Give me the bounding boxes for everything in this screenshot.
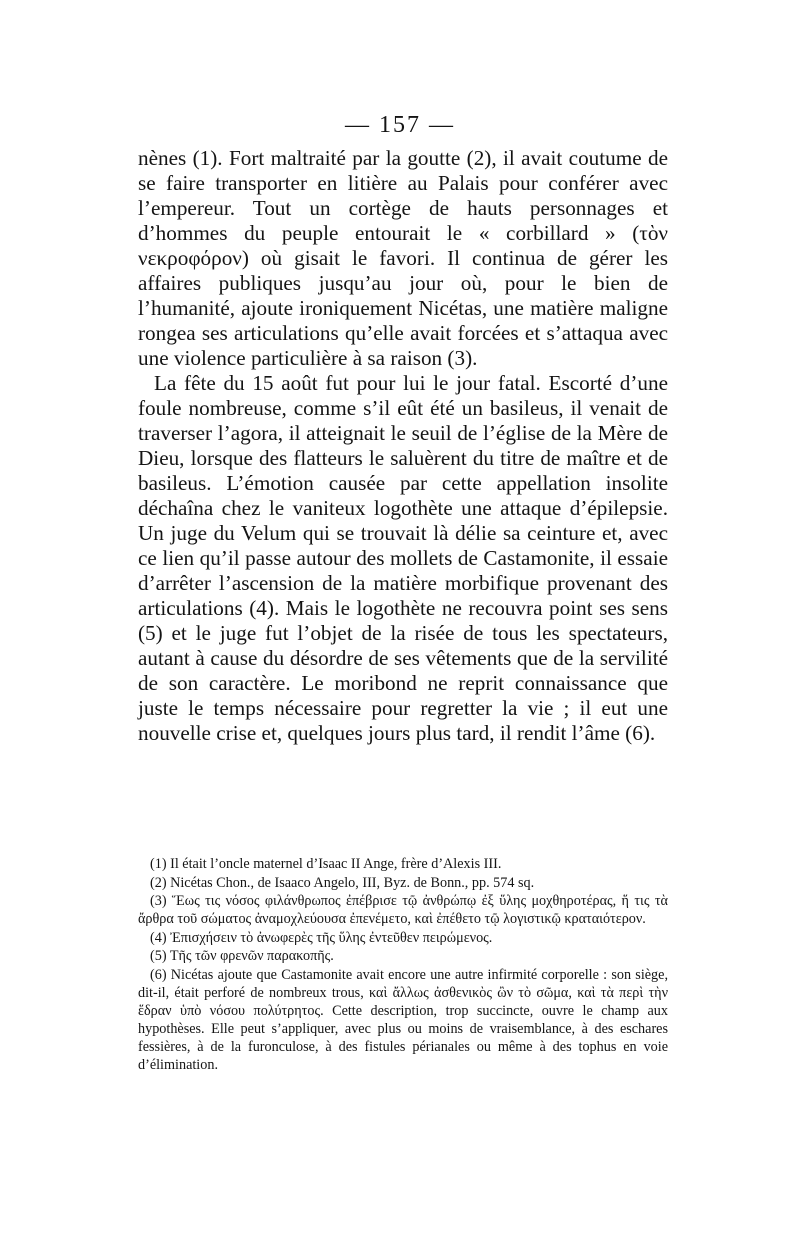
main-text xyxy=(138,146,668,746)
footnote-6: (6) Nicétas ajoute que Castamonite avait encore une autre infirmité corporelle : son siège, dit-il, était perforé de nombreux trous, καὶ ἄλλως ἀσθενικὸς ὢν τὸ σῶμα, καὶ τὰ περὶ τὴν ἕδραν ὑπὸ νόσου πολύτρητος. Cette description, trop succincte, ouvre le champ aux hypothèses. Elle peut s’appliquer, avec plus ou moins de vraisemblance, à des eschares fessières, à de la furonculose, à des fistules périanales ou même à des tophus en voie d’élimination. xyxy=(138,966,668,1073)
footnote-1: (1) Il était l’oncle maternel d’Isaac II Ange, frère d’Alexis III. xyxy=(150,856,502,872)
footnote-5: (5) Τῆς τῶν φρενῶν παρακοπῆς. xyxy=(150,948,334,964)
paragraph: La fête du 15 août fut pour lui le jour fatal. Escorté d’une foule nombreuse, comme s’il eût été un basileus, il venait de traverser l’agora, il atteignait le seuil de l’église de la Mère de Dieu, lorsque des flatteurs le saluèrent du titre de maître et de basileus. L’émotion causée par cette appellation insolite déchaîna chez le vaniteux logothète une attaque d’épilepsie. Un juge du Velum qui se trouvait là délie sa ceinture et, avec ce lien qu’il passe autour des mollets de Castamonite, il essaie d’arrêter l’ascension de la matière morbifique provenant des articulations (4). Mais le logothète ne recouvra point ses sens (5) et le juge fut l’objet de la risée de tous les spectateurs, autant à cause du désordre de ses vêtements que de la servilité de son caractère. Le moribond ne reprit connaissance que juste le temps nécessaire pour regretter la vie ; il eut une nouvelle crise et, quelques jours plus tard, il rendit l’âme (6). xyxy=(138,371,668,745)
page-number: — 157 — xyxy=(345,112,455,138)
footnote-4: (4) Ἐπισχήσειν τὸ ἀνωφερὲς τῆς ὕλης ἐντεῦθεν πειρώμενος. xyxy=(150,929,493,946)
footnote-2: (2) Nicétas Chon., de Isaaco Angelo, III, Byz. de Bonn., pp. 574 sq. xyxy=(150,874,535,891)
footnote-3: (3) Ἕως τις νόσος φιλάνθρωπος ἐπέβρισε τῷ ἀνθρώπῳ ἐξ ὕλης μοχθηροτέρας, ἥ τις τὰ ἄρθρα τοῦ σώματος ἀναμοχλεύουσα ἐπενέμετο, καὶ ἐπέθετο τῷ λογιστικῷ κραταιότερον. xyxy=(138,893,668,927)
footnotes xyxy=(138,855,668,1074)
paragraph: nènes (1). Fort maltraité par la goutte (2), il avait coutume de se faire transporter en litière au Palais pour conférer avec l’empereur. Tout un cortège de hauts personnages et d’hommes du peuple entourait le « corbillard » (τὸν νεκροφόρον) où gisait le favori. Il continua de gérer les affaires publiques jusqu’au jour où, pour le bien de l’humanité, ajoute ironiquement Nicétas, une matière maligne rongea ses articulations qu’elle avait forcées et s’attaqua avec une violence particulière à sa raison (3). xyxy=(138,146,668,370)
